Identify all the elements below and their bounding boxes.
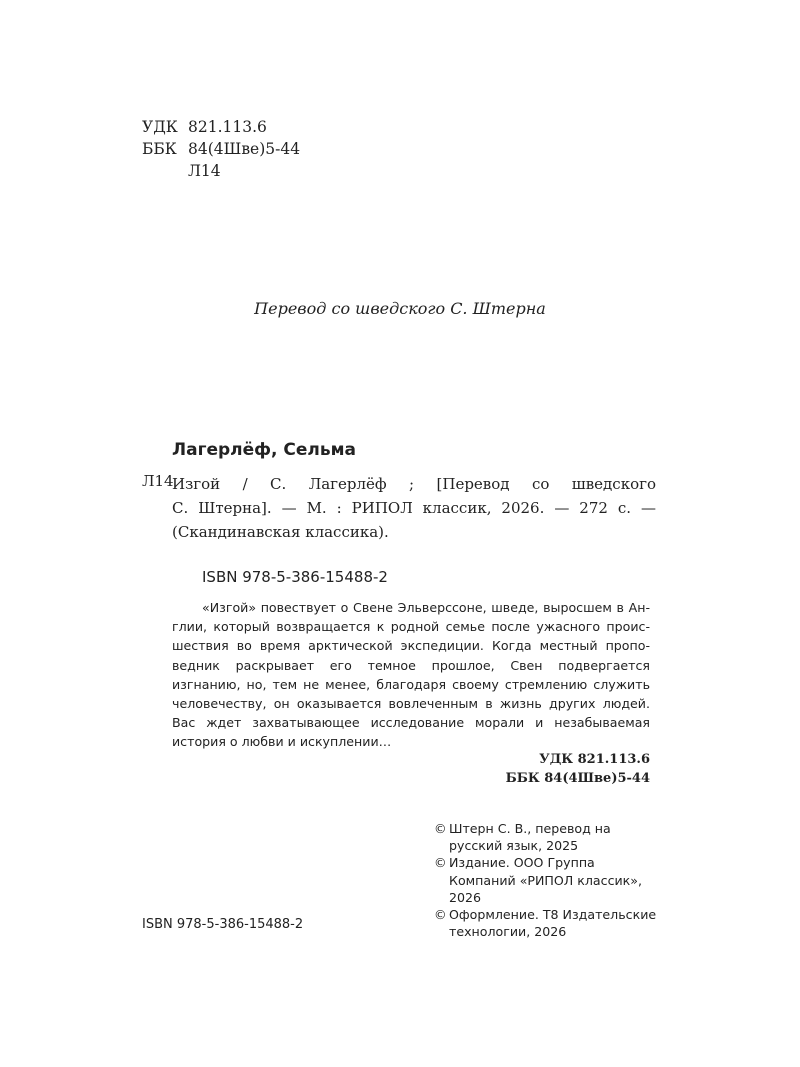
copyright-symbol: © [434,821,447,836]
author-mark: Л14 [188,162,221,180]
annotation-line: история о любви и искуплении… [172,734,392,750]
copyright-symbol: © [434,855,447,871]
copyright-block [434,820,664,940]
copyright-symbol: © [434,907,447,923]
annotation-line: изгнанию, но, тем не менее, благодаря своему стремлению служить [172,676,650,692]
copyright-item-translation [434,820,664,854]
header-classification-codes [142,116,300,182]
copyright-item-edition [434,854,664,906]
author-mark-row [142,160,300,182]
udk-code: УДК 821.113.6 [539,752,650,767]
copyright-line: русский язык, 2025 [449,838,579,854]
author-heading: Лагерлёф, Сельма [172,440,356,460]
annotation-line: человечеству, он оказывается вовлеченным в жизнь других людей. [172,696,650,712]
bib-line: Изгой / С. Лагерлёф ; [Перевод со шведского [172,475,656,493]
annotation-line: ведник раскрывает его темное прошлое, Свен подвергается [172,657,650,673]
bbk-label: ББК [142,140,177,158]
bibliographic-description [172,472,656,544]
copyright-line: Штерн С. В., перевод на [449,821,611,836]
bbk-row [142,138,300,160]
isbn-main: ISBN 978-5-386-15488-2 [202,568,388,586]
classification-codes [506,750,650,788]
annotation [172,598,650,752]
bib-line: (Скандинавская классика). [172,523,389,541]
annotation-line: глии, который возвращается к родной семье после ужасного проис- [172,619,650,635]
udk-label: УДК [142,118,178,136]
annotation-line: шествия во время арктической экспедиции. Когда местный пропо- [172,638,650,654]
copyright-line: Оформление. Т8 Издательские [449,907,657,923]
bib-line: С. Штерна]. — М. : РИПОЛ классик, 2026. — 272 с. — [172,499,656,517]
udk-row [142,116,300,138]
copyright-line: Компаний «РИПОЛ классик», [449,872,643,888]
translator-note: Перевод со шведского С. Штерна [254,299,546,318]
annotation-line: Вас ждет захватывающее исследование морали и незабываемая [172,715,650,731]
annotation-line: «Изгой» повествует о Свене Эльверссоне, шведе, выросшем в Ан- [202,600,650,615]
bbk-code: ББК 84(4Шве)5-44 [505,771,650,786]
isbn-bottom: ISBN 978-5-386-15488-2 [142,917,304,932]
bibliographic-code: Л14 [142,472,174,490]
copyright-line: Издание. ООО Группа [449,855,595,871]
bbk-value: 84(4Шве)5-44 [188,140,301,158]
copyright-line: 2026 [449,889,482,905]
copyright-item-design [434,906,664,940]
copyright-line: технологии, 2026 [449,924,567,940]
udk-value: 821.113.6 [188,118,267,136]
